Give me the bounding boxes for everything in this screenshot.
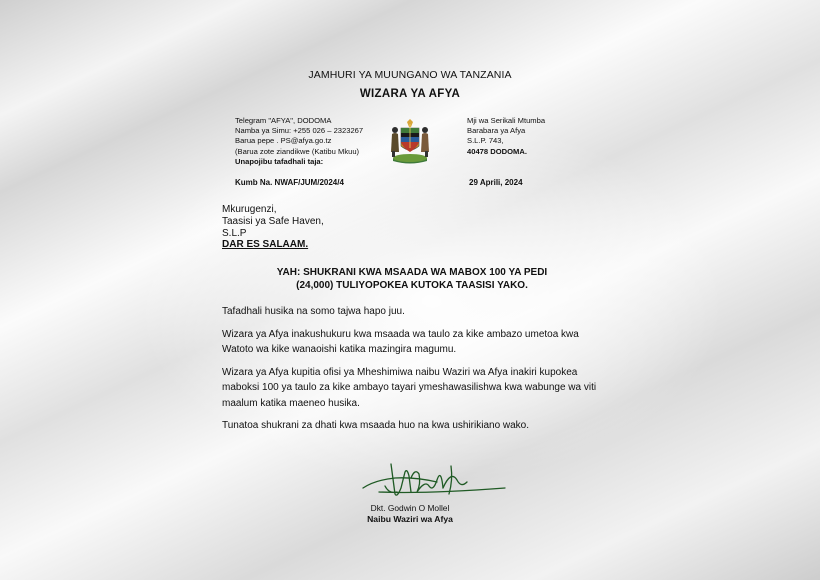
signatory-name: Dkt. Godwin O Mollel bbox=[370, 503, 450, 513]
body-paragraph-3: Wizara ya Afya kupitia ofisi ya Mheshimiwa naibu Waziri wa Afya inakiri kupokea maboksi 100 ya taulo za kike ambayo tayari ymeshawasilishwa kwa wabunge wa viti maalum katika maeneo husika. bbox=[222, 367, 597, 409]
reply-note-line: Unapojibu tafadhali taja: bbox=[235, 156, 324, 166]
body-paragraph-1: Tafadhali husika na somo tajwa hapo juu. bbox=[222, 306, 405, 317]
postcode-city-line: 40478 DODOMA. bbox=[467, 146, 527, 156]
contact-block-right bbox=[467, 116, 545, 157]
addressing-note-line: (Barua zote ziandikwe (Katibu Mkuu) bbox=[235, 146, 360, 156]
location-line: Mji wa Serikali Mtumba bbox=[467, 116, 546, 125]
phone-line: Namba ya Simu: +255 026 – 2323267 bbox=[235, 126, 364, 136]
ministry-heading: WIZARA YA AFYA bbox=[359, 88, 461, 100]
recipient-title: Mkurugenzi, bbox=[222, 204, 277, 215]
recipient-city: DAR ES SALAAM. bbox=[222, 239, 309, 251]
body-paragraph-2: Wizara ya Afya inakushukuru kwa msaada wa taulo za kike ambazo umetoa kwa Watoto wa kike wanaoishi katika mazingira magumu. bbox=[222, 329, 579, 356]
contact-block-left bbox=[235, 116, 363, 167]
subject-line-1: YAH: SHUKRANI KWA MSAADA WA MABOX 100 YA PEDI bbox=[276, 267, 548, 278]
recipient-po-box: S.L.P bbox=[222, 227, 247, 239]
signatory-title: Naibu Waziri wa Afya bbox=[367, 514, 453, 524]
subject-heading bbox=[222, 266, 602, 292]
recipient-organization: Taasisi ya Safe Haven, bbox=[222, 215, 324, 227]
coat-of-arms-emblem bbox=[389, 118, 431, 164]
reference-number: Kumb Na. NWAF/JUM/2024/4 bbox=[235, 178, 344, 187]
handwritten-signature bbox=[355, 458, 515, 504]
telegram-line: Telegram "AFYA", DODOMA bbox=[235, 116, 332, 125]
republic-heading: JAMHURI YA MUUNGANO WA TANZANIA bbox=[308, 69, 512, 81]
street-line: Barabara ya Afya bbox=[467, 126, 526, 136]
letter-date: 29 Aprili, 2024 bbox=[469, 178, 523, 187]
recipient-address bbox=[222, 204, 324, 251]
subject-line-2: (24,000) TULIYOPOKEA KUTOKA TAASISI YAKO. bbox=[296, 280, 528, 291]
body-paragraph-4: Tunatoa shukrani za dhati kwa msaada huo na kwa ushirikiano wako. bbox=[222, 420, 530, 431]
email-line: Barua pepe . PS@afya.go.tz bbox=[235, 136, 332, 146]
po-box-line: S.L.P. 743, bbox=[467, 136, 504, 146]
